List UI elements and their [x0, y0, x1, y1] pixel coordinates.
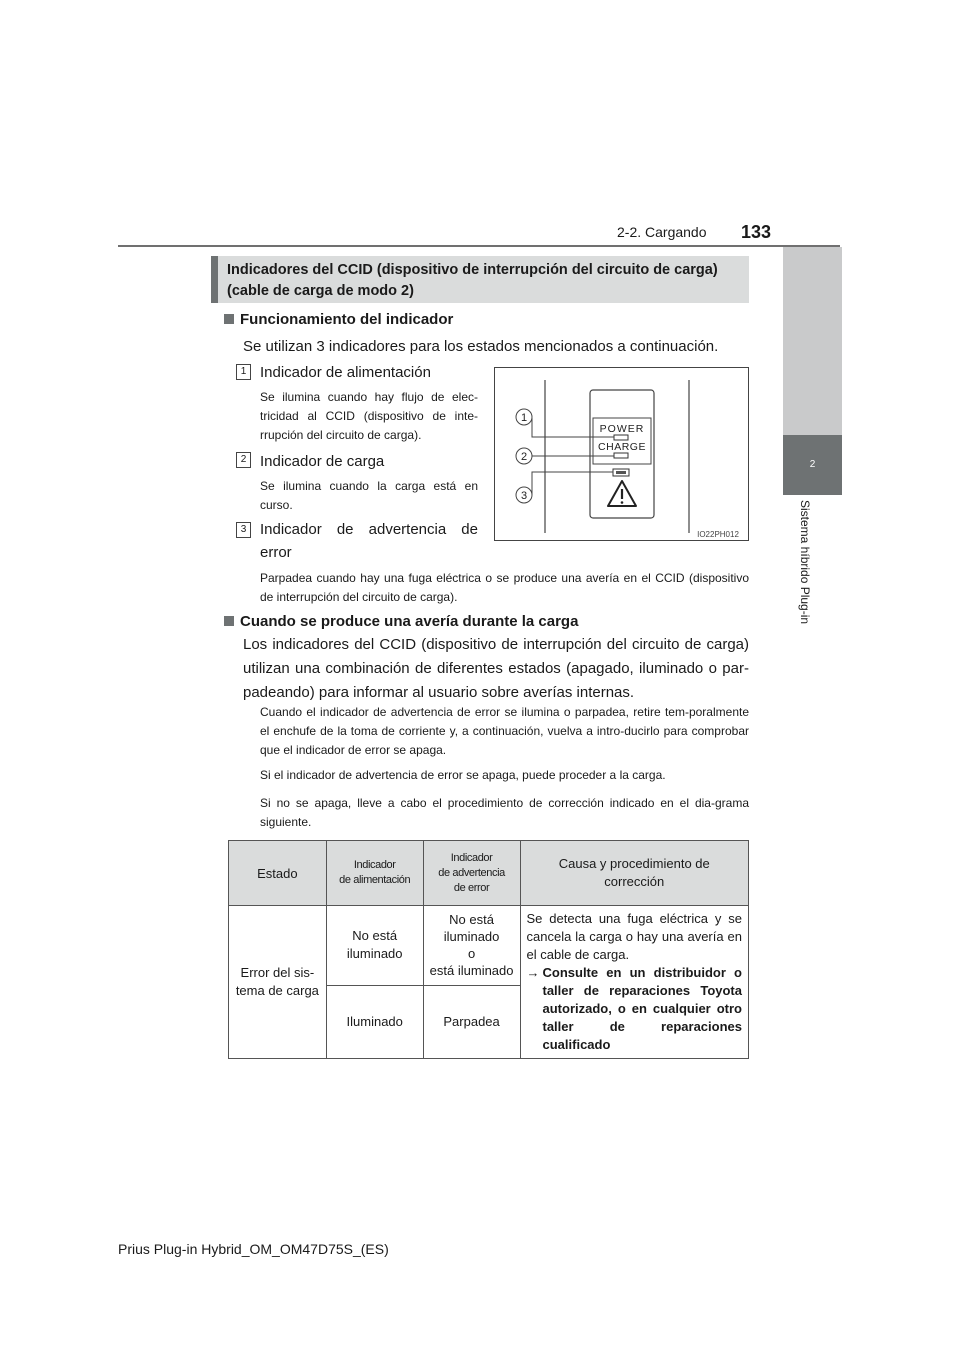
bullet-square-icon — [224, 314, 234, 324]
ccid-status-table — [228, 840, 749, 1059]
header-warning-indicator — [423, 841, 520, 906]
chapter-label: Sistema híbrido Plug-in — [798, 500, 812, 625]
cell-r2-power: Iluminado — [326, 985, 423, 1058]
callout-3: 3 — [520, 490, 528, 502]
item-desc-power: Se ilumina cuando hay flujo de elec-tricidad al CCID (dispositivo de inte-rrupción del circuito de carga). — [260, 390, 478, 442]
side-tab-bar — [783, 247, 842, 435]
cell-r1-power: No está iluminado — [326, 906, 423, 986]
callout-1: 1 — [520, 412, 528, 424]
callout-2: 2 — [520, 451, 528, 463]
header-estado: Estado — [229, 841, 327, 906]
header-power-l2: de alimentación — [339, 874, 411, 886]
charge-label: CHARGE — [598, 441, 646, 453]
cell-r1-warning-l1: No está — [449, 912, 494, 928]
cell-r1-warning-l3: o — [467, 946, 476, 962]
section-title-line1: Indicadores del CCID (dispositivo de interrupción del circuito de carga) — [227, 262, 718, 278]
item-title-warning-text: Indicador de advertencia de error — [260, 521, 478, 561]
subheading-malfunction — [224, 613, 578, 630]
header-power-l1: Indicador — [353, 859, 396, 871]
table-header-row — [229, 841, 749, 906]
item-title-charge: Indicador de carga — [260, 453, 385, 470]
intro-text: Se utilizan 3 indicadores para los estados mencionados a continuación. — [243, 338, 719, 355]
cause-text: Se detecta una fuga eléctrica y se cancela la carga o hay una avería en el cable de carga. — [526, 911, 742, 962]
cause-action-line — [527, 964, 743, 1054]
header-cause: Causa y procedimiento de corrección — [520, 841, 749, 906]
item-desc-charge: Se ilumina cuando la carga está en curso. — [260, 479, 478, 512]
subheading-text: Cuando se produce una avería durante la carga — [240, 613, 579, 630]
cell-cause — [520, 906, 749, 1059]
cell-r2-warning: Parpadea — [423, 985, 520, 1058]
item-number-1: 1 — [236, 364, 251, 380]
page-number: 133 — [741, 222, 772, 242]
section-title-line2: (cable de carga de modo 2) — [227, 283, 414, 299]
subheading-text: Funcionamiento del indicador — [240, 311, 454, 328]
section-reference: 2-2. Cargando — [617, 224, 707, 240]
note-3: Si no se apaga, lleve a cabo el procedimiento de corrección indicado en el dia-grama siguiente. — [260, 796, 749, 829]
cause-action: Consulte en un distribuidor o taller de reparaciones Toyota autorizado, o en cualquier otro taller de reparaciones cualificado — [542, 965, 742, 1052]
item-number-3: 3 — [236, 522, 251, 538]
header-warn-l1: Indicador — [450, 851, 493, 864]
item-desc-warning: Parpadea cuando hay una fuga eléctrica o se produce una avería en el CCID (dispositivo de interrupción del circuito de carga). — [260, 571, 749, 604]
note-2: Si el indicador de advertencia de error se apaga, puede proceder a la carga. — [260, 768, 666, 782]
section-title-box — [211, 256, 749, 303]
header-warn-l3: de error — [453, 881, 490, 894]
cell-estado: Error del sis-tema de carga — [229, 906, 327, 1059]
header-divider — [118, 245, 840, 247]
item-number-2: 2 — [236, 452, 251, 468]
bullet-square-icon — [224, 616, 234, 626]
chapter-tab: 2 — [783, 435, 842, 495]
cell-r1-warning-l4: está iluminado — [429, 963, 514, 979]
header-power-indicator — [326, 841, 423, 906]
table-row — [229, 906, 749, 986]
power-label: POWER — [599, 423, 645, 435]
arrow-icon: → — [526, 965, 540, 980]
cell-r1-warning — [423, 906, 520, 986]
figure-code: IO22PH012 — [697, 530, 739, 539]
malfunction-body: Los indicadores del CCID (dispositivo de interrupción del circuito de carga) utilizan una combinación de diferentes estados (apagado, iluminado o par-padeando) para informar al usuario sobre averías internas. — [243, 636, 749, 701]
item-title-power: Indicador de alimentación — [260, 364, 431, 381]
item-title-warning — [260, 518, 478, 564]
header-warn-l2: de advertencia — [438, 866, 505, 879]
note-1: Cuando el indicador de advertencia de error se ilumina o parpadea, retire tem-poralmente el enchufe de la toma de corriente y, a continuación, vuelva a intro-ducirlo para comprobar que el indicador de error se apaga. — [260, 705, 749, 757]
footer-doc-id: Prius Plug-in Hybrid_OM_OM47D75S_(ES) — [118, 1241, 389, 1257]
subheading-indicator-operation — [224, 311, 453, 328]
ccid-figure — [494, 367, 749, 541]
cell-r1-warning-l2: iluminado — [443, 929, 500, 945]
ccid-illustration — [495, 368, 748, 540]
